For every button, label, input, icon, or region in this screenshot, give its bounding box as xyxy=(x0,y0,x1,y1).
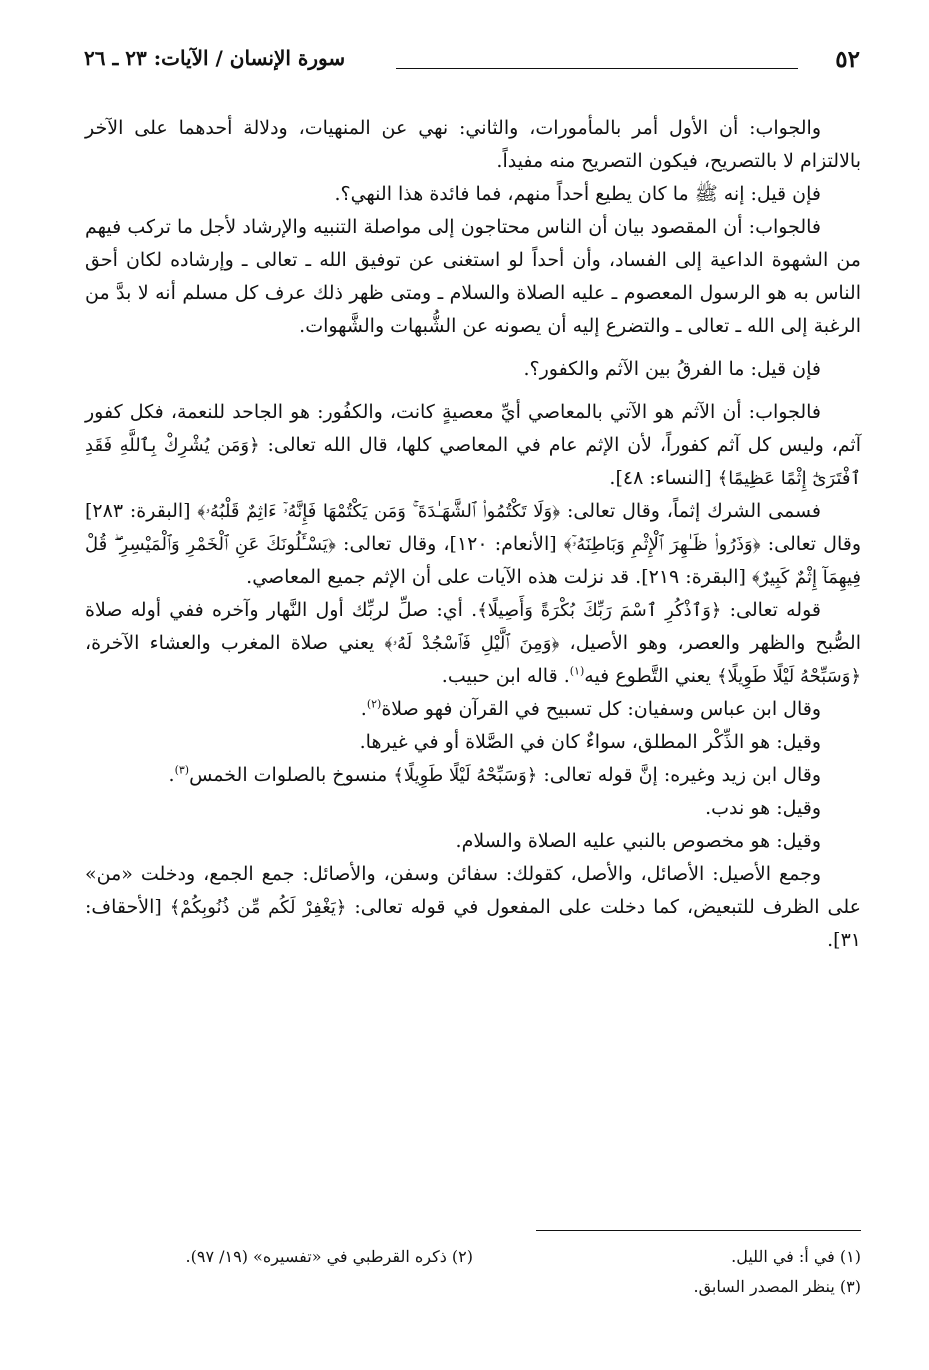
footnotes xyxy=(85,1242,861,1302)
footnote-3: (٣) ينظر المصدر السابق. xyxy=(693,1277,861,1296)
paragraph xyxy=(85,495,861,594)
footnote-ref: (٢) xyxy=(366,697,382,711)
paragraph: والجواب: أن الأول أمر بالمأمورات، والثاني: نهي عن المنهيات، ودلالة أحدهما على الآخر بالالتزام لا بالتصريح، فيكون التصريح منه مفيداً. xyxy=(85,117,861,172)
header-rule xyxy=(396,68,798,69)
paragraph xyxy=(85,396,861,495)
footnote-rule xyxy=(536,1230,861,1231)
paragraph: وقيل: هو ندب. xyxy=(705,797,821,819)
quran-verse: ﴿يَغْفِرْ لَكُم مِّن ذُنُوبِكُمْ﴾ xyxy=(169,897,347,918)
paragraph: فالجواب: أن المقصود بيان أن الناس محتاجون إلى مواصلة التنبيه والإرشاد لأجل ما تركب فيهم من الشهوة الداعية إلى الفساد، وأن أحداً لو استغنى عن توفيق الله ـ تعالى ـ وإرشاده لكان أحق الناس به هو الرسول المعصوم ـ عليه الصلاة والسلام ـ ومتى ظهر ذلك عرف كل مسلم أنه لا بدَّ من الرغبة إلى الله ـ تعالى ـ والتضرع إليه أن يصونه عن الشُّبهات والشَّهوات. xyxy=(85,216,861,337)
text-run: [الأحقاف: ٣١]. xyxy=(85,896,861,951)
quran-verse: ﴿يَسْـَٔلُونَكَ عَنِ ٱلْخَمْرِ وَٱلْمَيْسِرِ ۖ قُلْ فِيهِمَآ إِثْمٌ كَبِيرٌ﴾ xyxy=(85,534,861,588)
text-run: [النساء: ٤٨]. xyxy=(609,467,718,489)
page-number: ٥٢ xyxy=(835,46,860,73)
paragraph xyxy=(85,858,861,957)
text-run: . قاله ابن حبيب. xyxy=(441,665,570,687)
quran-verse: ﴿وَٱذْكُرِ ٱسْمَ رَبِّكَ بُكْرَةً وَأَصِيلًا﴾ xyxy=(477,600,722,621)
quran-verse: ﴿وَلَا تَكْتُمُوا۟ ٱلشَّهَـٰدَةَ ۚ وَمَن يَكْتُمْهَا فَإِنَّهُۥٓ ءَاثِمٌ قَلْبُهُۥ﴾ xyxy=(197,501,561,522)
text-run: وجمع الأصيل: الأصائل، والأصل، كقولك: سفائن وسفن، والأصائل: جمع الجمع، ودخلت «من» على الظرف للتبعيض، كما دخلت على المفعول في قوله تعالى: xyxy=(85,863,861,918)
footnote-ref: (١) xyxy=(569,664,585,678)
footnote-1: (١) في أ: في الليل. xyxy=(731,1247,861,1266)
text-run: [الأنعام: ١٢٠]، وقال تعالى: xyxy=(335,533,564,555)
quran-verse: ﴿وَمِنَ ٱلَّيْلِ فَٱسْجُدْ لَهُۥ﴾ xyxy=(384,633,560,654)
paragraph xyxy=(85,594,861,693)
footnote-2: (٢) ذكره القرطبي في «تفسيره» (١٩/ ٩٧). xyxy=(185,1247,473,1266)
text-run: فسمى الشرك إثماً، وقال تعالى: xyxy=(560,500,821,522)
quran-verse: ﴿وَذَرُوا۟ ظَـٰهِرَ ٱلْإِثْمِ وَبَاطِنَهُۥٓ﴾ xyxy=(563,534,761,555)
page-header xyxy=(84,40,860,76)
text-run: فالجواب: أن الآثم هو الآتي بالمعاصي أيِّ معصيةٍ كانت، والكفُور: هو الجاحد للنعمة، فكل كفور آثم، وليس كل آثم كفوراً، لأن الإثم عام في المعاصي كلها، قال الله تعالى: xyxy=(85,401,861,456)
quran-verse: ﴿وَسَبِّحْهُ لَيْلًا طَوِيلًا﴾ xyxy=(393,765,538,786)
quran-verse: ﴿وَسَبِّحْهُ لَيْلًا طَوِيلًا﴾ xyxy=(716,666,861,687)
text-run: [البقرة: ٢٨٣] وقال تعالى: xyxy=(85,500,862,555)
paragraph: فإن قيل: إنه ﷺ ما كان يطيع أحداً منهم، فما فائدة هذا النهي؟. xyxy=(334,183,821,205)
text-run: . أي: صلِّ لربِّك أول النَّهار وآخره ففي أوله صلاة الصُّبح والظهر والعصر، وهو الأصيل، xyxy=(85,599,861,654)
running-title: سورة الإنسان / الآيات: ٢٣ ـ ٢٦ xyxy=(84,46,346,70)
paragraph: وقيل: هو الذِّكْر المطلق، سواءٌ كان في الصَّلاة أو في غيرها. xyxy=(359,731,821,753)
paragraph: وقيل: هو مخصوص بالنبي عليه الصلاة والسلام. xyxy=(455,830,821,852)
text-run: منسوخ بالصلوات الخمس xyxy=(189,764,394,786)
quran-verse: ﴿وَمَن يُشْرِكْ بِٱللَّهِ فَقَدِ ٱفْتَرَىٰٓ إِثْمًا عَظِيمًا﴾ xyxy=(85,435,861,489)
footnote-row xyxy=(85,1242,861,1272)
main-text xyxy=(85,112,861,957)
text-run: يعني التَّطوع فيه xyxy=(584,665,717,687)
paragraph xyxy=(85,693,861,726)
footnote-ref: (٣) xyxy=(174,763,190,777)
paragraph xyxy=(85,759,861,792)
text-run: [البقرة: ٢١٩]. قد نزلت هذه الآيات على أن الإثم جميع المعاصي. xyxy=(246,566,752,588)
paragraph: فإن قيل: ما الفرقُ بين الآثم والكفور؟. xyxy=(523,358,821,380)
text-run: قوله تعالى: xyxy=(721,599,821,621)
text-run: . xyxy=(360,698,367,720)
text-run: وقال ابن عباس وسفيان: كل تسبيح في القرآن فهو صلاة xyxy=(381,698,821,720)
text-run: . xyxy=(168,764,175,786)
text-run: يعني صلاة المغرب والعشاء الآخرة، xyxy=(85,632,385,654)
text-run: وقال ابن زيد وغيره: إنَّ قوله تعالى: xyxy=(537,764,821,786)
